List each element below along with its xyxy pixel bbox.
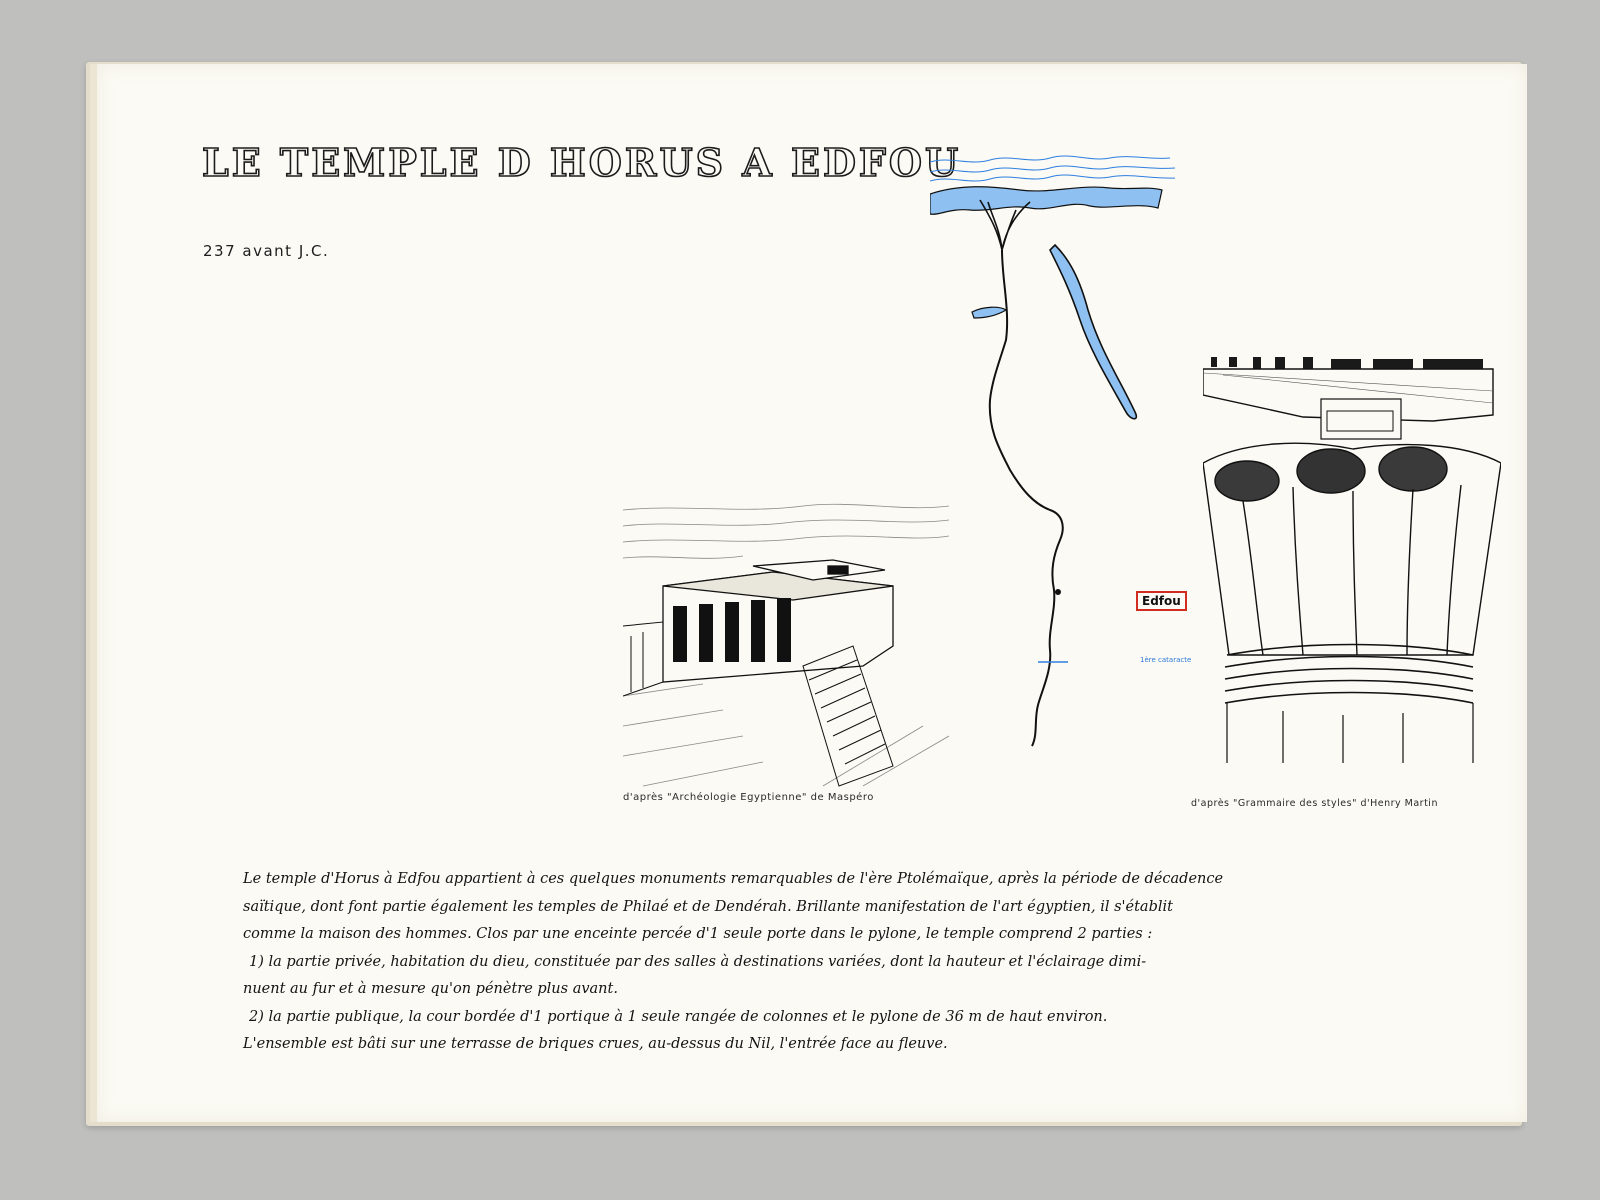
edfou-marker: [1055, 589, 1061, 595]
temple-caption: d'après "Archéologie Egyptienne" de Maspéro: [623, 792, 874, 803]
temple-sketch-illustration: [623, 496, 949, 791]
edfou-city-label: Edfou: [1136, 591, 1187, 611]
description-line: nuent au fur et à mesure qu'on pénètre plus avant.: [243, 981, 618, 997]
cataract-label: 1ère cataracte: [1140, 656, 1192, 664]
date-label: 237 avant J.C.: [203, 242, 330, 260]
column-capital-illustration: [1203, 355, 1501, 767]
description-line: L'ensemble est bâti sur une terrasse de briques crues, au-dessus du Nil, l'entrée face au fleuve.: [243, 1036, 948, 1052]
column-caption: d'après "Grammaire des styles" d'Henry Martin: [1191, 798, 1438, 809]
description-text: [243, 866, 1463, 1059]
lotus-capital: [1203, 443, 1501, 655]
column-shaft: [1227, 703, 1473, 763]
mediterranean-waves: [930, 156, 1175, 181]
red-sea: [1050, 245, 1136, 419]
cartouche-block: [1321, 399, 1401, 439]
description-line: Le temple d'Horus à Edfou appartient à ces quelques monuments remarquables de l'ère Ptolémaïque, après la période de décadence: [243, 871, 1224, 887]
nile-river: [990, 250, 1063, 746]
description-line: saïtique, dont font partie également les temples de Philaé et de Dendérah. Brillante manifestation de l'art égyptien, il s'établit: [243, 898, 1173, 915]
nile-map-illustration: [930, 150, 1190, 760]
description-line: comme la maison des hommes. Clos par une enceinte percée d'1 seule porte dans le pylone, le temple comprend 2 parties :: [243, 926, 1153, 942]
description-line: 2) la partie publique, la cour bordée d'1 portique à 1 seule rangée de colonnes et le pylone de 36 m de haut environ.: [249, 1008, 1108, 1025]
description-line: 1) la partie privée, habitation du dieu, constituée par des salles à destinations variées, dont la hauteur et l'éclairage dimi-: [249, 953, 1147, 970]
courtyard-wall: [623, 622, 663, 696]
mediterranean-sea: [930, 187, 1162, 215]
page-title: LE TEMPLE D HORUS A EDFOU: [202, 140, 962, 185]
lake-qarun: [972, 307, 1006, 318]
